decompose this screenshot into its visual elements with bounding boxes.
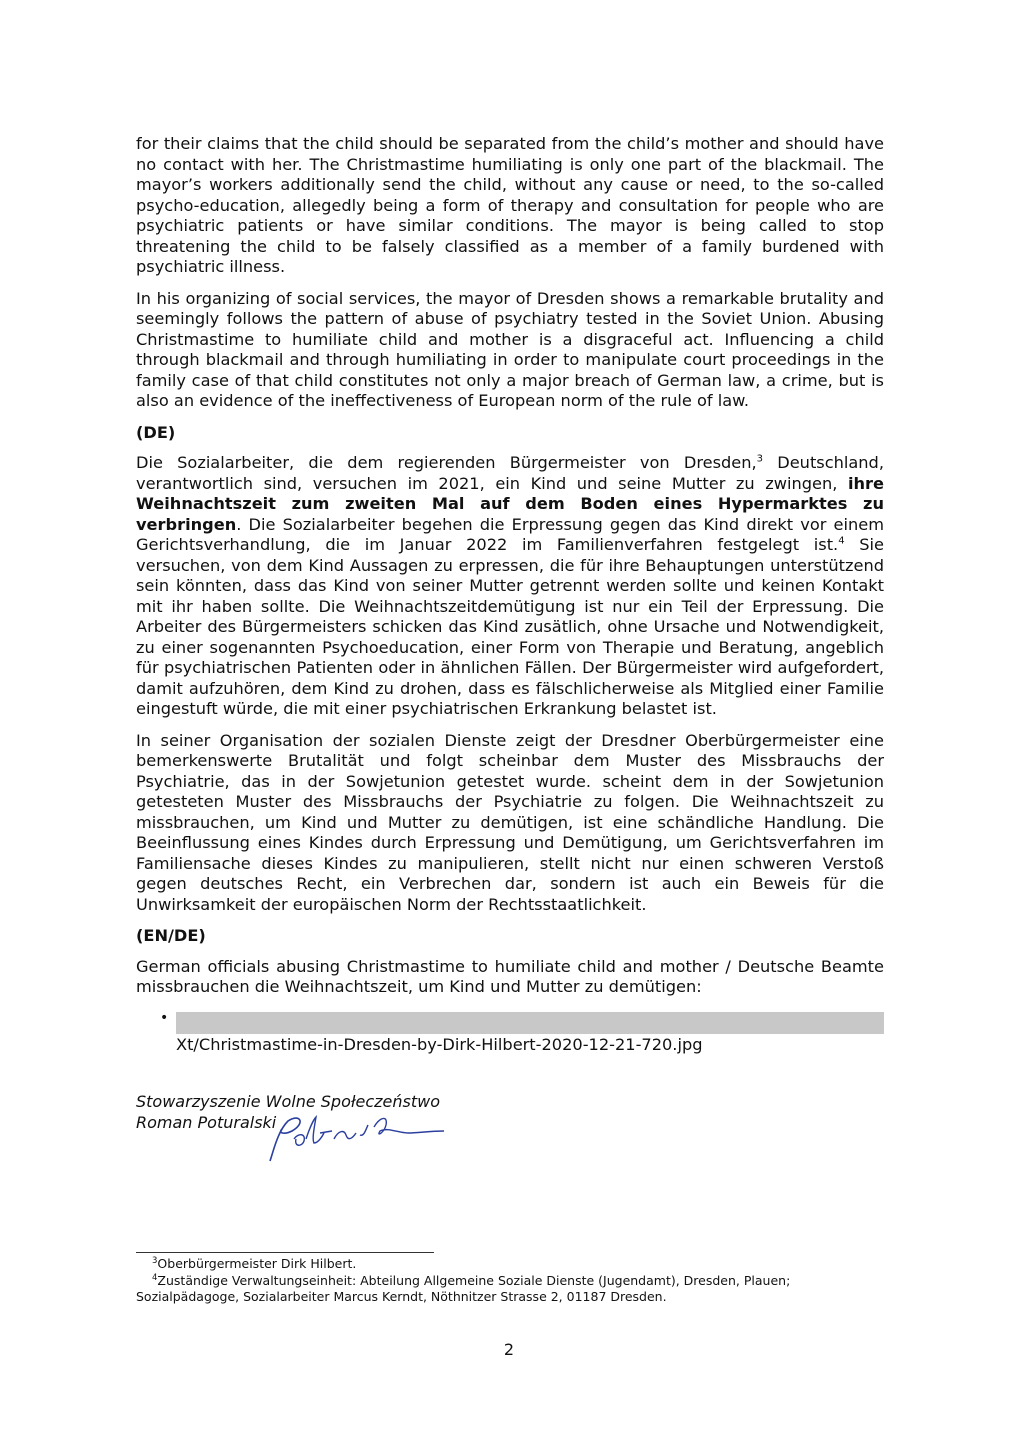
bold-emphasis: ihre Weihnachtszeit zum zweiten Mal auf dem Boden eines Hypermarktes zu verbringen <box>136 473 884 534</box>
text-span: . Die Sozialarbeiter begehen die Erpressung gegen das Kind direkt vor einem Gerichtsverhandlung, die im Januar 2022 im Familienverfahren festgelegt ist. <box>136 514 884 554</box>
signer-name: Roman Poturalski <box>136 1113 277 1132</box>
document-body <box>136 134 884 1171</box>
footnote-text: Oberbürgermeister Dirk Hilbert. <box>157 1256 357 1271</box>
paragraph-en-de: German officials abusing Christmastime to humiliate child and mother / Deutsche Beamte missbrauchen die Weihnachtszeit, um Kind und Mutter zu demütigen: <box>136 956 884 996</box>
paragraph-de-1 <box>136 453 884 720</box>
footnotes <box>136 1256 886 1306</box>
bullet-icon: • <box>160 1009 169 1026</box>
handwritten-signature-icon <box>248 1109 448 1169</box>
heading-de: (DE) <box>136 422 176 442</box>
footnote-4 <box>136 1273 886 1305</box>
heading-en-de: (EN/DE) <box>136 926 206 945</box>
link-list-item <box>136 1009 884 1056</box>
text-span: Sie versuchen, von dem Kind Aussagen zu erpressen, die für ihre Behauptungen unterstützend sein könnten, dass das Kind von seiner Mutter getrennt werden sollte und keinen Kontakt mit ihr haben sollte. Die Weihnachtszeitdemütigung ist nur ein Teil der Erpressung. Die Arbeiter des Bürgermeisters schicken das Kind zusätlich, ohne Ursache und Notwendigkeit, zu einer sogenannten Psychoeducation, einer Form von Therapie und Beratung, angeblich für psychiatrischen Patienten oder in ähnlichen Fällen. Der Bürgermeister wird aufgefordert, damit aufzuhören, dem Kind zu drohen, dass es fälschlicherweise als Mitglied einer Familie eingestuft würde, die mit einer psychiatrischen Erkrankung belastet ist. <box>136 535 884 718</box>
footnote-text: Zuständige Verwaltungseinheit: Abteilung Allgemeine Soziale Dienste (Jugendamt), Dresden, Plauen; Sozialpädagoge, Sozialarbeiter Marcus Kerndt, Nöthnitzer Strasse 2, 01187 Dresden. <box>136 1273 791 1304</box>
image-link[interactable]: Xt/Christmastime-in-Dresden-by-Dirk-Hilbert-2020-12-21-720.jpg <box>176 1034 703 1054</box>
footnote-divider <box>136 1252 434 1253</box>
footnote-3 <box>136 1256 886 1272</box>
paragraph-en-1: for their claims that the child should be separated from the child’s mother and should have no contact with her. The Christmastime humiliating is only one part of the blackmail. The mayor’s workers additionally send the child, without any cause or need, to the so-called psycho-education, allegedly being a form of therapy and consultation for people who are psychiatric patients or have similar conditions. The mayor is being called to stop threatening the child to be falsely classified as a member of a family burdened with psychiatric illness. <box>136 134 884 276</box>
redacted-url-bar <box>176 1012 884 1034</box>
footnote-ref-4[interactable]: 4 <box>838 535 845 547</box>
paragraph-en-2: In his organizing of social services, the mayor of Dresden shows a remarkable brutality and seemingly follows the pattern of abuse of psychiatry tested in the Soviet Union. Abusing Christmastime to humiliate child and mother is a disgraceful act. Influencing a child through blackmail and through humiliating in order to manipulate court proceedings in the family case of that child constitutes not only a major breach of German law, a crime, but is also an evidence of the ineffectiveness of European norm of the rule of law. <box>136 288 884 410</box>
text-span: Deutschland, verantwortlich sind, versuchen im 2021, ein Kind und seine Mutter zu zwingen, <box>136 453 884 493</box>
footnote-number: 3 <box>152 1255 158 1266</box>
signature-block <box>136 1091 884 1171</box>
paragraph-de-2: In seiner Organisation der sozialen Dienste zeigt der Dresdner Oberbürgermeister eine bemerkenswerte Brutalität und folgt scheinbar dem Muster des Missbrauchs der Psychiatrie, das in der Sowjetunion getestet wurde. scheint dem in der Sowjetunion getesteten Muster des Missbrauchs der Psychiatrie zu folgen. Die Weihnachtszeit zu missbrauchen, um Kind und Mutter zu demütigen, ist eine schändliche Handlung. Die Beeinflussung eines Kindes durch Erpressung und Demütigung, um Gerichtsverfahren im Familiensache dieses Kindes zu manipulieren, stellt nicht nur einen schweren Verstoß gegen deutsches Recht, ein Verbrechen dar, sondern ist auch ein Beweis für die Unwirksamkeit der europäischen Norm der Rechtsstaatlichkeit. <box>136 730 884 914</box>
footnote-number: 4 <box>152 1272 158 1283</box>
organization-name: Stowarzyszenie Wolne Społeczeństwo <box>136 1092 440 1111</box>
text-span: Die Sozialarbeiter, die dem regierenden Bürgermeister von Dresden, <box>136 453 757 472</box>
footnote-ref-3[interactable]: 3 <box>756 453 764 465</box>
page-number: 2 <box>503 1340 515 1359</box>
